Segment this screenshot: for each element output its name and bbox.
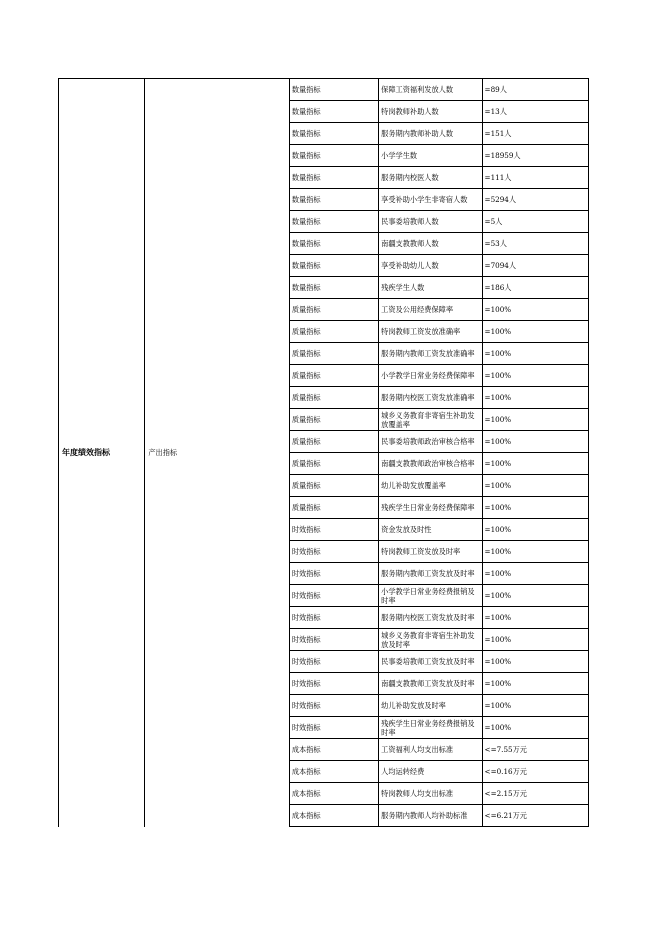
indicator-name-cell: 资金发放及时性 (379, 519, 482, 541)
indicator-value-cell: <=6.21万元 (482, 805, 588, 827)
indicator-value-cell: =100% (482, 431, 588, 453)
indicator-name-cell: 小学教学日常业务经费保障率 (379, 365, 482, 387)
indicator-category-cell: 时效指标 (289, 695, 378, 717)
output-indicator-label: 产出指标 (145, 79, 290, 827)
indicator-name-cell: 幼儿补助发放及时率 (379, 695, 482, 717)
indicator-value-cell: =7094人 (482, 255, 588, 277)
indicator-name-cell: 城乡义务教育非寄宿生补助发放及时率 (379, 629, 482, 651)
indicator-name-cell: 工资及公用经费保障率 (379, 299, 482, 321)
indicator-value-cell: =100% (482, 475, 588, 497)
indicator-category-cell: 时效指标 (289, 563, 378, 585)
indicator-category-cell: 时效指标 (289, 585, 378, 607)
indicator-category-cell: 时效指标 (289, 519, 378, 541)
indicator-category-cell: 时效指标 (289, 629, 378, 651)
indicator-name-cell: 南疆支教教师工资发放及时率 (379, 673, 482, 695)
indicator-category-cell: 成本指标 (289, 739, 378, 761)
indicator-value-cell: =53人 (482, 233, 588, 255)
indicator-value-cell: =100% (482, 695, 588, 717)
indicator-category-cell: 数量指标 (289, 211, 378, 233)
indicator-category-cell: 质量指标 (289, 387, 378, 409)
indicator-category-cell: 质量指标 (289, 453, 378, 475)
indicator-name-cell: 民事委培教师政治审核合格率 (379, 431, 482, 453)
indicator-name-cell: 残疾学生日常业务经费保障率 (379, 497, 482, 519)
indicator-name-cell: 幼儿补助发放覆盖率 (379, 475, 482, 497)
indicator-name-cell: 城乡义务教育非寄宿生补助发放覆盖率 (379, 409, 482, 431)
indicator-name-cell: 特岗教师人均支出标准 (379, 783, 482, 805)
indicator-value-cell: =100% (482, 343, 588, 365)
indicator-category-cell: 质量指标 (289, 299, 378, 321)
indicator-value-cell: <=0.16万元 (482, 761, 588, 783)
indicator-name-cell: 享受补助小学生非寄宿人数 (379, 189, 482, 211)
indicator-name-cell: 工资福利人均支出标准 (379, 739, 482, 761)
indicator-category-cell: 质量指标 (289, 409, 378, 431)
indicator-value-cell: <=7.55万元 (482, 739, 588, 761)
indicator-value-cell: =100% (482, 607, 588, 629)
indicator-value-cell: =100% (482, 717, 588, 739)
indicator-value-cell: =18959人 (482, 145, 588, 167)
indicator-value-cell: =100% (482, 563, 588, 585)
indicator-name-cell: 服务期内教师工资发放及时率 (379, 563, 482, 585)
indicator-category-cell: 成本指标 (289, 783, 378, 805)
indicator-category-cell: 数量指标 (289, 167, 378, 189)
indicator-category-cell: 数量指标 (289, 79, 378, 101)
indicator-category-cell: 成本指标 (289, 761, 378, 783)
indicator-category-cell: 时效指标 (289, 541, 378, 563)
indicator-name-cell: 小学学生数 (379, 145, 482, 167)
indicator-category-cell: 成本指标 (289, 805, 378, 827)
indicator-name-cell: 民事委培教师人数 (379, 211, 482, 233)
indicator-name-cell: 服务期内校医人数 (379, 167, 482, 189)
indicator-category-cell: 数量指标 (289, 233, 378, 255)
indicator-value-cell: =100% (482, 453, 588, 475)
indicator-value-cell: =13人 (482, 101, 588, 123)
indicator-value-cell: =100% (482, 497, 588, 519)
indicator-category-cell: 数量指标 (289, 277, 378, 299)
indicator-value-cell: =100% (482, 365, 588, 387)
indicator-value-cell: =100% (482, 519, 588, 541)
indicator-name-cell: 服务期内教师工资发放准确率 (379, 343, 482, 365)
indicator-name-cell: 享受补助幼儿人数 (379, 255, 482, 277)
indicator-value-cell: =5294人 (482, 189, 588, 211)
indicator-category-cell: 质量指标 (289, 497, 378, 519)
indicator-name-cell: 民事委培教师工资发放及时率 (379, 651, 482, 673)
indicator-value-cell: =100% (482, 651, 588, 673)
indicator-name-cell: 人均运转经费 (379, 761, 482, 783)
indicator-name-cell: 服务期内校医工资发放准确率 (379, 387, 482, 409)
indicator-value-cell: =100% (482, 585, 588, 607)
indicator-name-cell: 残疾学生人数 (379, 277, 482, 299)
indicator-value-cell: =100% (482, 409, 588, 431)
indicator-category-cell: 时效指标 (289, 717, 378, 739)
indicator-value-cell: =100% (482, 299, 588, 321)
performance-indicator-table (58, 78, 589, 827)
indicator-value-cell: =100% (482, 629, 588, 651)
indicator-name-cell: 服务期内校医工资发放及时率 (379, 607, 482, 629)
indicator-category-cell: 时效指标 (289, 651, 378, 673)
indicator-name-cell: 服务期内教师补助人数 (379, 123, 482, 145)
indicator-name-cell: 小学教学日常业务经费报销及时率 (379, 585, 482, 607)
indicator-category-cell: 数量指标 (289, 189, 378, 211)
indicator-value-cell: =89人 (482, 79, 588, 101)
indicator-category-cell: 时效指标 (289, 673, 378, 695)
indicator-category-cell: 数量指标 (289, 255, 378, 277)
indicator-name-cell: 特岗教师工资发放及时率 (379, 541, 482, 563)
indicator-category-cell: 质量指标 (289, 475, 378, 497)
indicator-value-cell: =100% (482, 541, 588, 563)
indicator-value-cell: <=2.15万元 (482, 783, 588, 805)
indicator-category-cell: 数量指标 (289, 145, 378, 167)
indicator-value-cell: =100% (482, 321, 588, 343)
indicator-value-cell: =100% (482, 387, 588, 409)
indicator-category-cell: 数量指标 (289, 123, 378, 145)
indicator-category-cell: 质量指标 (289, 343, 378, 365)
indicator-name-cell: 特岗教师工资发放准确率 (379, 321, 482, 343)
indicator-value-cell: =186人 (482, 277, 588, 299)
indicator-category-cell: 质量指标 (289, 365, 378, 387)
indicator-name-cell: 南疆支教教师政治审核合格率 (379, 453, 482, 475)
indicator-value-cell: =151人 (482, 123, 588, 145)
indicator-category-cell: 时效指标 (289, 607, 378, 629)
indicator-category-cell: 质量指标 (289, 321, 378, 343)
table-row (59, 79, 589, 101)
indicator-value-cell: =111人 (482, 167, 588, 189)
indicator-name-cell: 残疾学生日常业务经费报销及时率 (379, 717, 482, 739)
indicator-value-cell: =5人 (482, 211, 588, 233)
indicator-name-cell: 特岗教师补助人数 (379, 101, 482, 123)
indicator-category-cell: 数量指标 (289, 101, 378, 123)
indicator-category-cell: 质量指标 (289, 431, 378, 453)
indicator-name-cell: 南疆支教教师人数 (379, 233, 482, 255)
indicator-value-cell: =100% (482, 673, 588, 695)
indicator-name-cell: 保障工资福利发放人数 (379, 79, 482, 101)
indicator-name-cell: 服务期内教师人均补助标准 (379, 805, 482, 827)
annual-performance-indicator-label: 年度绩效指标 (59, 79, 145, 827)
